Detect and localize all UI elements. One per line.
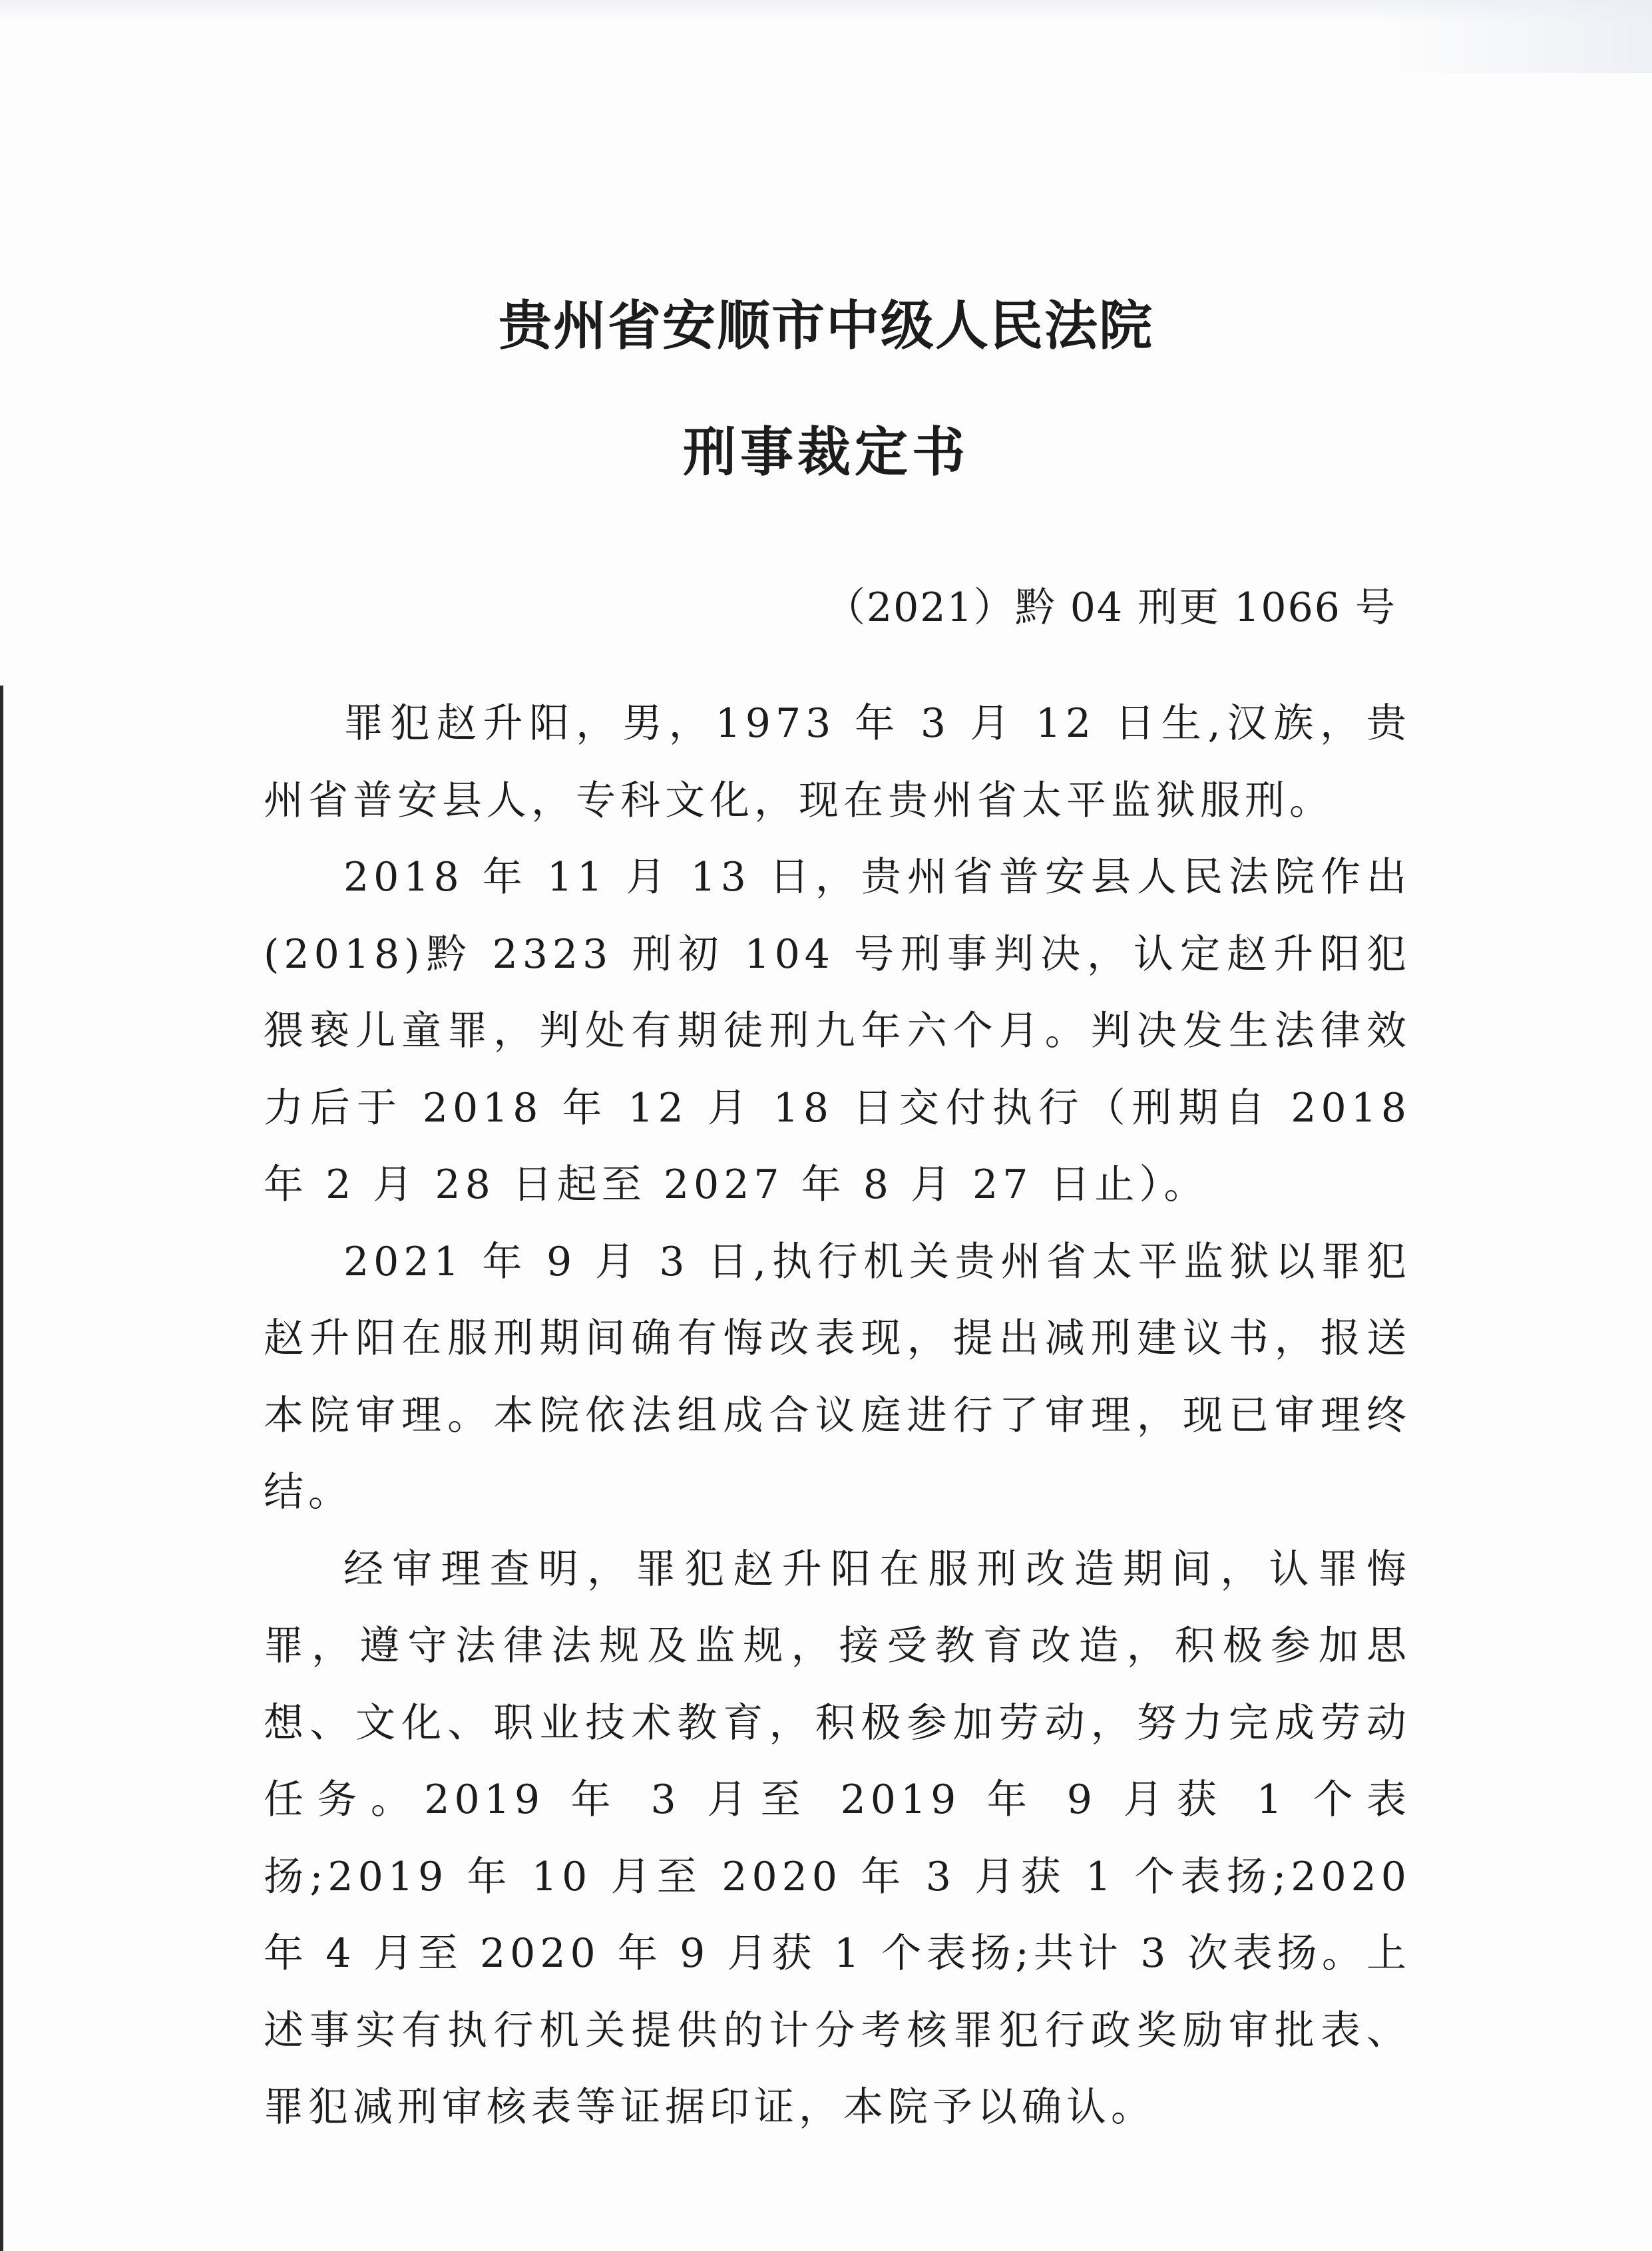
court-name-heading: 贵州省安顺市中级人民法院 — [499, 295, 1153, 357]
paragraph-original-judgment: 2018 年 11 月 13 日，贵州省普安县人民法院作出(2018)黔 2323 刑初 104 号刑事判决，认定赵升阳犯猥亵儿童罪，判处有期徒刑九年六个月。判决发生法律效力后于 2018 年 12 月 18 日交付执行（刑期自 2018 年 2 月 28 日起至 2027 年 8 月 27 日止）。 — [264, 854, 1411, 1208]
document-type-heading: 刑事裁定书 — [683, 421, 969, 483]
paragraph-defendant-info: 罪犯赵升阳，男，1973 年 3 月 12 日生,汉族，贵州省普安县人，专科文化，现在贵州省太平监狱服刑。 — [264, 700, 1411, 824]
case-number: （2021）黔 04 刑更 1066 号 — [825, 584, 1397, 631]
scan-artifact-left-edge — [0, 686, 3, 2251]
paragraph-commutation-proposal: 2021 年 9 月 3 日,执行机关贵州省太平监狱以罪犯赵升阳在服刑期间确有悔改表现，提出减刑建议书，报送本院审理。本院依法组成合议庭进行了审理，现已审理终结。 — [264, 1238, 1411, 1516]
paragraph-findings: 经审理查明，罪犯赵升阳在服刑改造期间，认罪悔罪，遵守法律法规及监规，接受教育改造，积极参加思想、文化、职业技术教育，积极参加劳动，努力完成劳动任务。2019 年 3 月至 2019 年 9 月获 1 个表扬;2019 年 10 月至 2020 年 3 月获 1 个表扬;2020 年 4 月至 2020 年 9 月获 1 个表扬;共计 3 次表扬。上述事实有执行机关提供的计分考核罪犯行政奖励审批表、罪犯减刑审核表等证据印证，本院予以确认。 — [264, 1545, 1411, 2131]
scan-artifact-corner — [1372, 0, 1652, 73]
document-body — [264, 686, 1411, 2147]
